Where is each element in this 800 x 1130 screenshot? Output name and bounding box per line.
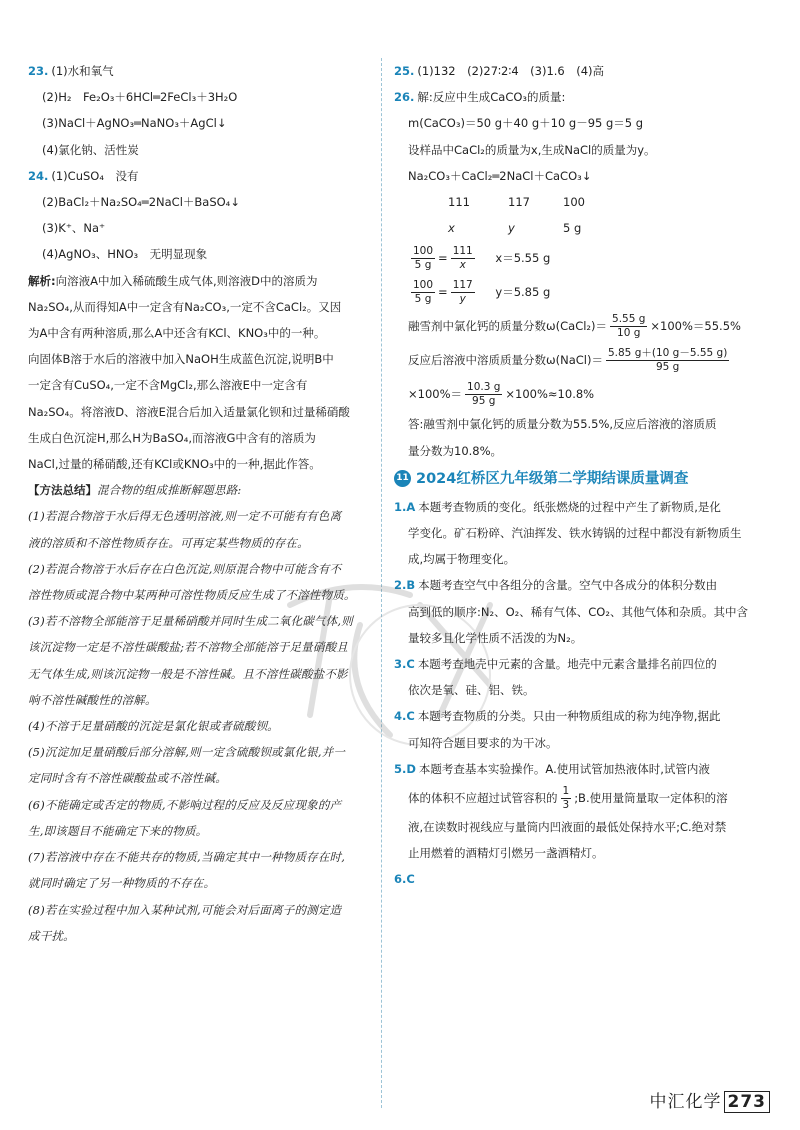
q26-proportion-2: $\frac{100}{5 g}$ = $\frac{117}{y}$ y＝5.85 g (413, 279, 551, 306)
q23-number: 23. (28, 64, 49, 78)
q26-line1: 解:反应中生成CaCO₃的质量: (417, 90, 566, 105)
q26-equation: Na₂CO₃＋CaCl₂═2NaCl＋CaCO₃↓ (408, 168, 592, 183)
q2-block: 2.B 本题考查空气中各组分的含量。空气中各成分的体积分数由 高到低的顺序:N₂、O₂、稀有气体、CO₂、其他气体和杂质。其中含 量较多且化学性质不活泼的为N₂。 (394, 578, 748, 645)
q26-proportion-1: $\frac{100}{5 g}$ = $\frac{111}{x}$ x＝5.55 g (413, 245, 551, 272)
q25-number: 25. (394, 64, 415, 78)
section-title: 2024红桥区九年级第二学期结课质量调查 (416, 470, 689, 487)
q5-block: 5.D 本题考查基本实验操作。A.使用试管加热液体时,试管内液 体的体积不应超过试管容积的 $\frac{1}{3}$ ;B.使用量筒量取一定体积的溶 液,在读数时视线应与量筒内凹液面的最低处保持水平;C.绝对禁 止用燃着的酒精灯引燃另一盏酒精灯。 (394, 761, 728, 861)
q23-line2: (2)H₂ Fe₂O₃＋6HCl═2FeCl₃＋3H₂O (42, 90, 238, 105)
section-badge: 11 (394, 470, 411, 487)
page-number: 273 (724, 1091, 771, 1113)
q26-answer-1: 答:融雪剂中氯化钙的质量分数为55.5%,反应后溶液的溶质质 (408, 417, 717, 432)
q24-analysis: 解析:向溶液A中加入稀硫酸生成气体,则溶液D中的溶质为 Na₂SO₄,从而得知A中一定含有Na₂CO₃,一定不含CaCl₂。又因 为A中含有两种溶质,那么A中还含有KCl、KNO₃中的一种。 向固体B溶于水后的溶液中加入NaOH生成蓝色沉淀,说明B中 一定含有CuSO₄,一定不含MgCl₂,那么溶液E中一定含有 Na₂SO₄。将溶液D、溶液E混合后加入适量氯化钡和过量稀硝酸 生成白色沉淀H,那么H为BaSO₄,而溶液G中含有的溶质为 NaCl,过量的稀硝酸,还有KCl或KNO₃中的一种,据此作答。 (28, 273, 350, 472)
q24-line4: (4)AgNO₃、HNO₃ 无明显现象 (42, 247, 208, 262)
q26-variables: x y 5 g (448, 221, 582, 236)
q23-line1: (1)水和氧气 (51, 64, 114, 78)
q26-number: 26. (394, 90, 415, 105)
q26-line3: 设样品中CaCl₂的质量为x,生成NaCl的质量为y。 (408, 142, 656, 157)
page-footer (650, 1087, 771, 1112)
watermark-logo (270, 565, 550, 765)
q6-block: 6.C (394, 872, 415, 887)
q23-line3: (3)NaCl＋AgNO₃═NaNO₃＋AgCl↓ (42, 116, 227, 131)
q26-nacl-result: ×100%＝ $\frac{10.3 g}{95 g}$ ×100%≈10.8% (408, 381, 595, 408)
q4-block: 4.C 本题考查物质的分类。只由一种物质组成的称为纯净物,据此 可知符合题目要求的为干冰。 (394, 709, 721, 750)
q23-line4: (4)氯化钠、活性炭 (42, 142, 139, 157)
q26-molar-masses: 111 117 100 (448, 195, 585, 210)
footer-label: 中汇化学 (649, 1092, 722, 1112)
q24-line1: (1)CuSO₄ 没有 (51, 168, 139, 183)
analysis-label: 解析: (28, 273, 56, 288)
q26-line2: m(CaCO₃)＝50 g＋40 g＋10 g－95 g＝5 g (408, 116, 644, 131)
q24-number: 24. (28, 168, 49, 183)
q26-answer-2: 量分数为10.8%。 (408, 443, 503, 458)
q24-line3: (3)K⁺、Na⁺ (42, 221, 106, 236)
q26-nacl-fraction: 反应后溶液中溶质质量分数ω(NaCl)＝ $\frac{5.85 g+(10 g-5.55 g)}{95 g}$ (408, 347, 728, 374)
method-summary: 【方法总结】混合物的组成推断解题思路: (1)若混合物溶于水后得无色透明溶液,则一定不可能有有色离 液的溶质和不溶性物质存在。可再定某些物质的存在。 (2)若混合物溶于水后存在白色沉淀,则原混合物中可能含有不 溶性物质或混合物中某两种可溶性物质反应生成了不溶性物质。 (3)若不溶物全部能溶于足量稀硝酸并同时生成二氧化碳气体,则 该沉淀物一定是不溶性碳酸盐;若不溶物全部能溶于足量硝酸且 无气体生成,则该沉淀物一般是不溶性碱。且不溶性碳酸盐不影 响不溶性碱酸性的溶解。 (4)不溶于足量硝酸的沉淀是氯化银或者硫酸钡。 (5)沉淀加足量硝酸后部分溶解,则一定含硫酸钡或氯化银,并一 定同时含有不溶性碳酸盐或不溶性碱。 (6)不能确定或否定的物质,不影响过程的反应及反应现象的产 生,即该题目不能确定下来的物质。 (7)若溶液中存在不能共存的物质,当确定其中一种物质存在时, 就同时确定了另一种物质的不存在。 (8)若在实验过程中加入某种试剂,可能会对后面离子的测定造 成干扰。 (28, 483, 356, 943)
left-column (28, 58, 373, 949)
q24-line2: (2)BaCl₂＋Na₂SO₄═2NaCl＋BaSO₄↓ (42, 195, 240, 210)
q3-block: 3.C 本题考查地壳中元素的含量。地壳中元素含量排名前四位的 依次是氧、硅、铝、铁。 (394, 657, 717, 698)
section-heading (394, 464, 768, 494)
method-title: 【方法总结】 (28, 483, 97, 498)
q26-cacl2-fraction: 融雪剂中氯化钙的质量分数ω(CaCl₂)＝ $\frac{5.55 g}{10 g}$ ×100%＝55.5% (408, 313, 741, 340)
q1-block: 1.A 本题考查物质的变化。纸张燃烧的过程中产生了新物质,是化 学变化。矿石粉碎、汽油挥发、铁水铸锅的过程中都没有新物质生 成,均属于物理变化。 (394, 499, 742, 567)
right-column (394, 58, 768, 893)
q25-answer: (1)132 (2)27∶2∶4 (3)1.6 (4)高 (417, 64, 605, 78)
